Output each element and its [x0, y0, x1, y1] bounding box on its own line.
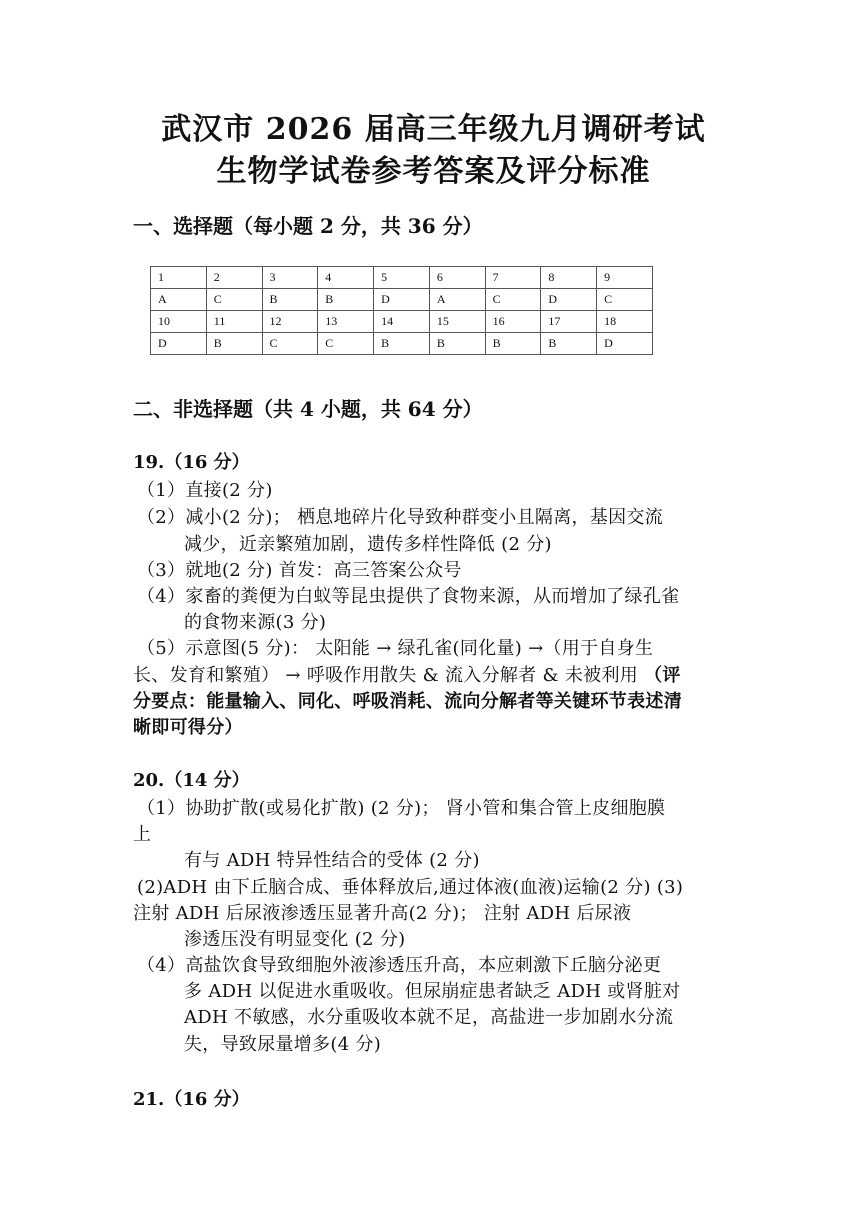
answer-cell: B [206, 333, 262, 355]
question-number-cell: 14 [374, 311, 430, 333]
question-number-cell: 18 [597, 311, 653, 333]
answer-cell: A [429, 289, 485, 311]
q21-heading: 21.（16 分） [133, 1089, 250, 1110]
answer-cell: B [262, 289, 318, 311]
answer-table-number-row [151, 267, 653, 289]
question-number-cell: 10 [151, 311, 207, 333]
q20-heading: 20.（14 分） [133, 770, 250, 791]
q19-line-bold: 分要点：能量输入、同化、呼吸消耗、流向分解者等关键环节表述清 [133, 691, 682, 712]
question-number-cell: 13 [318, 311, 374, 333]
q19-line-bold: 晰即可得分） [133, 717, 243, 738]
q20-line: 失，导致尿量增多(4 分) [184, 1034, 382, 1055]
q20-line: （4）高盐饮食导致细胞外液渗透压升高，本应刺激下丘脑分泌更 [137, 955, 662, 976]
answer-cell: C [485, 289, 541, 311]
question-number-cell: 9 [597, 267, 653, 289]
answer-cell: B [541, 333, 597, 355]
section-nonchoice-heading: 二、非选择题（共 4 小题，共 64 分） [133, 397, 483, 421]
q19-line [133, 661, 681, 687]
question-number-cell: 12 [262, 311, 318, 333]
document-title-line2: 生物学试卷参考答案及评分标准 [216, 154, 651, 189]
q20-line: 注射 ADH 后尿液渗透压显著升高(2 分)； 注射 ADH 后尿液 [133, 903, 632, 924]
answer-table [150, 266, 653, 355]
answer-cell: C [597, 289, 653, 311]
q19-line: 的食物来源(3 分) [184, 612, 327, 633]
answer-cell: B [318, 289, 374, 311]
question-number-cell: 16 [485, 311, 541, 333]
question-number-cell: 2 [206, 267, 262, 289]
answer-cell: B [429, 333, 485, 355]
question-number-cell: 11 [206, 311, 262, 333]
document-title-line1: 武汉市 2026 届高三年级九月调研考试 [161, 112, 706, 147]
answer-cell: D [597, 333, 653, 355]
question-number-cell: 17 [541, 311, 597, 333]
q20-line: 有与 ADH 特异性结合的受体 (2 分) [184, 850, 480, 871]
q20-line: 渗透压没有明显变化 (2 分) [184, 929, 406, 950]
q20-line: (2)ADH 由下丘脑合成、垂体释放后,通过体液(血液)运输(2 分) (3) [137, 877, 684, 898]
answer-cell: C [262, 333, 318, 355]
answer-table-answer-row [151, 333, 653, 355]
answer-table-answer-row [151, 289, 653, 311]
q19-line: （4）家畜的粪便为白蚁等昆虫提供了食物来源，从而增加了绿孔雀 [137, 586, 680, 607]
q19-line: （3）就地(2 分) 首发：高三答案公众号 [137, 560, 462, 581]
answer-cell: D [374, 289, 430, 311]
answer-cell: C [318, 333, 374, 355]
q20-line: 上 [133, 824, 152, 845]
q19-line-text: 长、发育和繁殖） → 呼吸作用散失 & 流入分解者 & 未被利用 [133, 665, 645, 686]
question-number-cell: 1 [151, 267, 207, 289]
q19-line: （2）减小(2 分)； 栖息地碎片化导致种群变小且隔离，基因交流 [137, 507, 663, 528]
question-number-cell: 4 [318, 267, 374, 289]
q19-heading: 19.（16 分） [133, 452, 250, 473]
answer-cell: D [541, 289, 597, 311]
section-choice-heading: 一、选择题（每小题 2 分，共 36 分） [133, 214, 483, 238]
question-number-cell: 8 [541, 267, 597, 289]
question-number-cell: 5 [374, 267, 430, 289]
answer-table-number-row [151, 311, 653, 333]
answer-cell: B [374, 333, 430, 355]
q19-line: 减少，近亲繁殖加剧，遗传多样性降低 (2 分) [184, 534, 552, 555]
question-number-cell: 6 [429, 267, 485, 289]
question-number-cell: 3 [262, 267, 318, 289]
answer-cell: C [206, 289, 262, 311]
q19-line: （5）示意图(5 分)： 太阳能 → 绿孔雀(同化量) →（用于自身生 [137, 638, 654, 659]
q19-line: （1）直接(2 分) [137, 480, 273, 501]
q20-line: ADH 不敏感，水分重吸收本就不足，高盐进一步加剧水分流 [184, 1007, 674, 1028]
answer-cell: B [485, 333, 541, 355]
q20-line: 多 ADH 以促进水重吸收。但尿崩症患者缺乏 ADH 或肾脏对 [184, 981, 681, 1002]
answer-cell: A [151, 289, 207, 311]
question-number-cell: 15 [429, 311, 485, 333]
q19-line-bold: （评 [644, 665, 681, 686]
question-number-cell: 7 [485, 267, 541, 289]
q20-line: （1）协助扩散(或易化扩散) (2 分)； 肾小管和集合管上皮细胞膜 [137, 798, 666, 819]
answer-cell: D [151, 333, 207, 355]
